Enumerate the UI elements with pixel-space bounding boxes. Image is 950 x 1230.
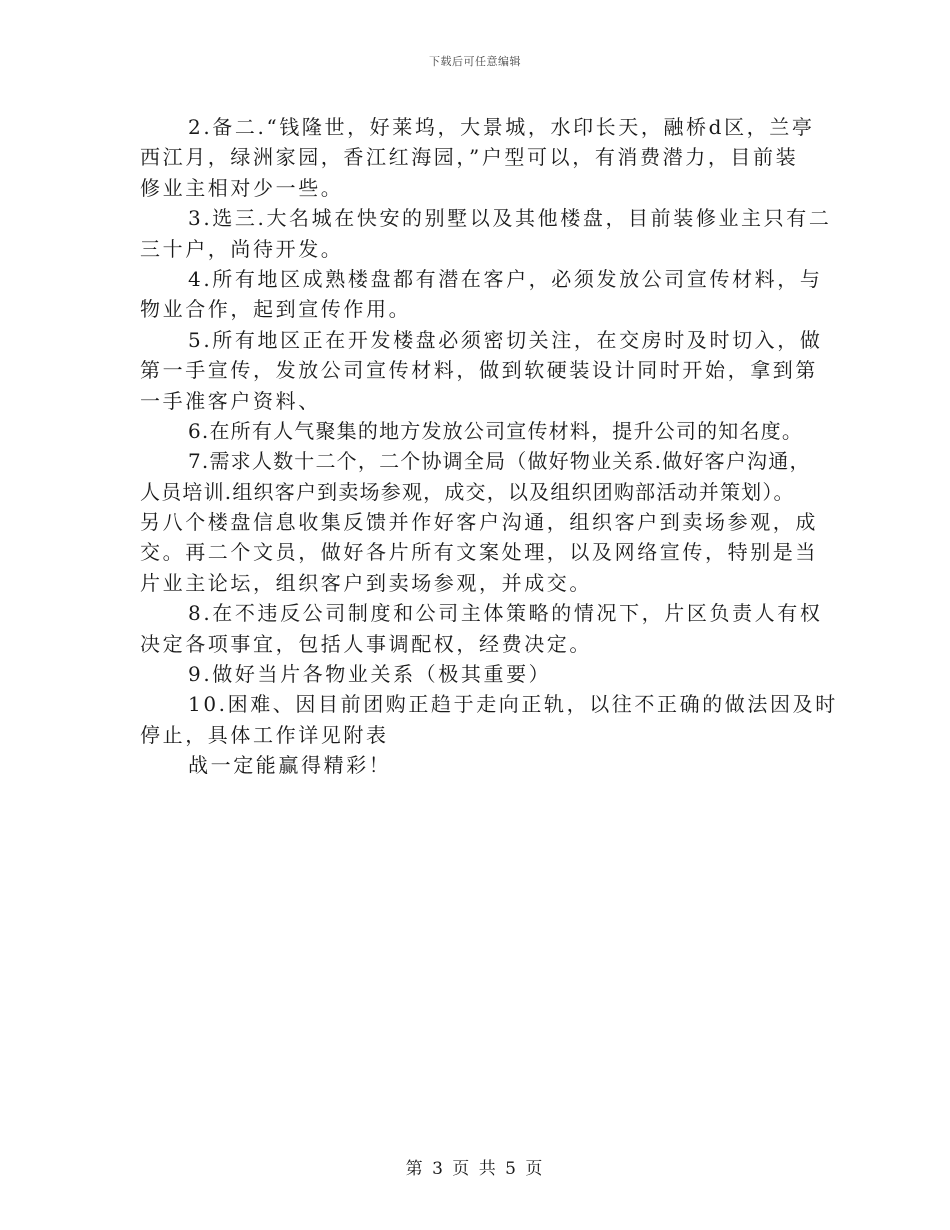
body-line: 战一定能赢得精彩！ — [188, 753, 392, 778]
body-line: 另八个楼盘信息收集反馈并作好客户沟通，组织客户到卖场参观，成 — [140, 510, 818, 535]
body-line: 7.需求人数十二个，二个协调全局（做好物业关系.做好客户沟通， — [188, 449, 811, 474]
body-line: 3.选三.大名城在快安的别墅以及其他楼盘，目前装修业主只有二 — [188, 206, 832, 231]
body-line: 一手准客户资料、 — [140, 388, 321, 413]
body-line: 停止，具体工作详见附表 — [140, 722, 389, 747]
body-line: 6.在所有人气聚集的地方发放公司宣传材料，提升公司的知名度。 — [188, 418, 804, 443]
document-body — [140, 113, 838, 782]
body-line: 8.在不违反公司制度和公司主体策略的情况下，片区负责人有权 — [188, 601, 823, 626]
body-line: 4.所有地区成熟楼盘都有潜在客户，必须发放公司宣传材料，与 — [188, 266, 823, 291]
body-line: 人员培训.组织客户到卖场参观，成交，以及组织团购部活动并策划）。 — [140, 479, 795, 504]
body-line: 交。再二个文员，做好各片所有文案处理，以及网络宣传，特别是当 — [140, 540, 818, 565]
body-line: 5.所有地区正在开发楼盘必须密切关注，在交房时及时切入，做 — [188, 327, 823, 352]
body-line: 9.做好当片各物业关系（极其重要） — [188, 662, 552, 687]
body-line: 第一手宣传，发放公司宣传材料，做到软硬装设计同时开始，拿到第 — [140, 358, 818, 383]
page-number: 第 3 页 共 5 页 — [405, 1159, 545, 1179]
body-line: 片业主论坛，组织客户到卖场参观，并成交。 — [140, 570, 592, 595]
body-line: 决定各项事宜，包括人事调配权，经费决定。 — [140, 631, 592, 656]
body-line: 三十户，尚待开发。 — [140, 236, 344, 261]
page-header: 下载后可任意编辑 — [429, 55, 521, 68]
body-line: 2.备二.“钱隆世，好莱坞，大景城，水印长天，融桥d区，兰亭 — [188, 115, 815, 139]
body-line: 西江月，绿洲家园，香江红海园，”户型可以，有消费潜力，目前装 — [140, 145, 799, 170]
body-line: 物业合作，起到宣传作用。 — [140, 297, 412, 322]
body-line: 10.困难、因目前团购正趋于走向正轨，以往不正确的做法因及时 — [188, 692, 838, 717]
body-line: 修业主相对少一些。 — [140, 175, 344, 200]
